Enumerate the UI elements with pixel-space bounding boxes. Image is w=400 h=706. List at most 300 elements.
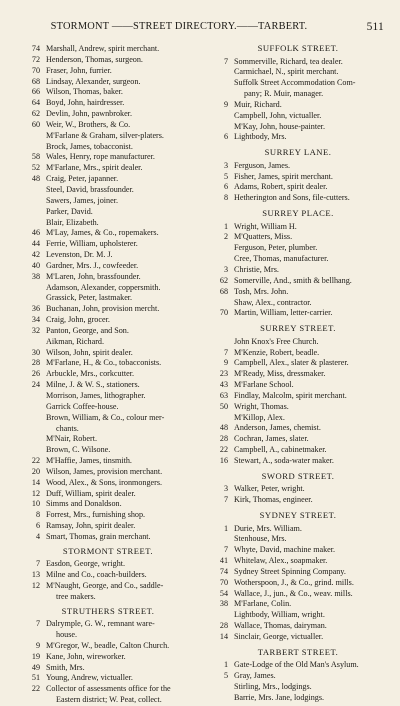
entry-text: Wright, Thomas. — [234, 401, 289, 411]
house-number: 7 — [35, 619, 40, 629]
directory-entry — [208, 67, 388, 78]
house-number: 70 — [219, 577, 228, 587]
house-number: 34 — [31, 315, 40, 325]
directory-entry — [208, 161, 388, 172]
entry-text: Grassick, Peter, lastmaker. — [46, 293, 133, 303]
house-number: 4 — [35, 531, 40, 541]
directory-entry — [20, 424, 196, 435]
entry-text: Stenhouse, Mrs. — [234, 534, 287, 544]
directory-entry — [20, 250, 196, 261]
directory-entry — [208, 380, 388, 391]
left-column — [20, 44, 196, 706]
house-number: 30 — [31, 347, 40, 357]
house-number: 1 — [223, 221, 228, 231]
entry-text: M'Haffie, James, tinsmith. — [46, 456, 132, 466]
entry-text: Suffolk Street Accommodation Com- — [234, 78, 356, 88]
directory-entry — [20, 673, 196, 684]
street-heading: SURREY PLACE. — [262, 208, 334, 219]
directory-entry — [208, 276, 388, 287]
directory-entry — [20, 521, 196, 532]
directory-entry — [20, 196, 196, 207]
directory-entry — [208, 545, 388, 556]
directory-entry — [20, 630, 196, 641]
entry-text: M'Nair, Robert. — [46, 434, 98, 444]
entry-text: Easdon, George, wright. — [46, 559, 126, 569]
entry-text: Wallace, Thomas, dairyman. — [234, 621, 327, 631]
house-number: 62 — [219, 275, 228, 285]
house-number: 13 — [31, 570, 40, 580]
street-heading: SUFFOLK STREET. — [257, 43, 339, 53]
running-title: STORMONT ——STREET DIRECTORY.——TARBERT. — [50, 21, 308, 32]
entry-text: house. — [56, 630, 77, 640]
house-number: 20 — [31, 466, 40, 476]
directory-entry — [208, 578, 388, 589]
house-number: 74 — [219, 566, 228, 576]
directory-entry — [208, 172, 388, 183]
entry-text: Lindsay, Alexander, surgeon. — [46, 76, 141, 86]
entry-text: Eastern district; W. Peat, collect. — [56, 695, 162, 705]
house-number: 72 — [31, 54, 40, 64]
entry-text: Wilson, James, provision merchant. — [46, 466, 163, 476]
house-number: 50 — [219, 401, 228, 411]
directory-entry — [208, 434, 388, 445]
entry-text: John Knox's Free Church. — [234, 336, 319, 346]
directory-entry — [208, 660, 388, 671]
directory-entry — [20, 304, 196, 315]
house-number: 14 — [219, 631, 228, 641]
house-number: 62 — [31, 109, 40, 119]
directory-entry — [208, 111, 388, 122]
directory-entry — [208, 413, 388, 424]
entry-text: pany; R. Muir, manager. — [244, 89, 324, 99]
house-number: 28 — [219, 434, 228, 444]
entry-text: Sydney Street Spinning Company. — [234, 566, 346, 576]
house-number: 19 — [31, 651, 40, 661]
directory-entry — [20, 98, 196, 109]
directory-entry — [208, 243, 388, 254]
entry-text: M'Farlane & Graham, silver-platers. — [46, 130, 164, 140]
directory-entry — [20, 499, 196, 510]
entry-text: Ferrie, William, upholsterer. — [46, 239, 138, 249]
entry-text: Cree, Thomas, manufacturer. — [234, 254, 329, 264]
directory-entry — [20, 445, 196, 456]
directory-entry — [20, 619, 196, 630]
entry-text: Blair, Elizabeth. — [46, 217, 99, 227]
directory-entry — [20, 510, 196, 521]
entry-text: Barrie, Mrs. Jane, lodgings. — [234, 692, 325, 702]
entry-text: Arbuckle, Mrs., corkcutter. — [46, 369, 134, 379]
house-number: 58 — [31, 152, 40, 162]
entry-text: Wallace, J., jun., & Co., weav. mills. — [234, 588, 353, 598]
entry-text: Findlay, Malcolm, spirit merchant. — [234, 390, 347, 400]
directory-entry — [20, 315, 196, 326]
entry-text: Brock, James, tobacconist. — [46, 141, 133, 151]
house-number: 54 — [219, 588, 228, 598]
house-number: 24 — [31, 380, 40, 390]
directory-entry — [208, 222, 388, 233]
house-number: 7 — [223, 495, 228, 505]
entry-text: Henderson, Thomas, surgeon. — [46, 54, 143, 64]
entry-text: Gate-Lodge of the Old Man's Asylum. — [234, 660, 359, 670]
entry-text: Wotherspoon, J., & Co., grind. mills. — [234, 577, 354, 587]
entry-text: Hetherington and Sons, file-cutters. — [234, 193, 350, 203]
house-number: 66 — [31, 87, 40, 97]
directory-entry — [208, 567, 388, 578]
directory-entry — [20, 532, 196, 543]
directory-entry — [208, 556, 388, 567]
entry-text: Boyd, John, hairdresser. — [46, 98, 125, 108]
directory-entry — [20, 44, 196, 55]
directory-entry — [20, 684, 196, 695]
entry-text: Levenston, Dr. M. J. — [46, 250, 113, 260]
directory-entry — [20, 109, 196, 120]
directory-entry — [20, 402, 196, 413]
house-number: 8 — [223, 193, 228, 203]
entry-text: M'Farlane, Colin. — [234, 599, 292, 609]
entry-text: Wright, William H. — [234, 221, 297, 231]
street-heading: SYDNEY STREET. — [259, 510, 337, 521]
directory-entry — [20, 283, 196, 294]
house-number: 1 — [223, 523, 228, 533]
house-number: 6 — [223, 182, 228, 192]
directory-entry — [208, 632, 388, 643]
house-number: 70 — [219, 308, 228, 318]
entry-text: M'Ready, Miss, dressmaker. — [234, 369, 326, 379]
directory-entry — [20, 326, 196, 337]
directory-entry — [20, 369, 196, 380]
entry-text: Forrest, Mrs., furnishing shop. — [46, 510, 146, 520]
house-number: 5 — [223, 671, 228, 681]
right-column — [208, 44, 388, 704]
directory-entry — [208, 495, 388, 506]
house-number: 26 — [31, 369, 40, 379]
directory-entry — [208, 534, 388, 545]
directory-entry — [208, 445, 388, 456]
directory-entry — [20, 358, 196, 369]
house-number: 23 — [219, 369, 228, 379]
house-number: 7 — [223, 56, 228, 66]
entry-text: Smart, Thomas, grain merchant. — [46, 531, 151, 541]
directory-entry — [208, 599, 388, 610]
directory-entry — [208, 693, 388, 704]
entry-text: Craig, John, grocer. — [46, 315, 110, 325]
directory-entry — [20, 652, 196, 663]
directory-entry — [20, 152, 196, 163]
directory-entry — [20, 695, 196, 706]
directory-entry — [208, 369, 388, 380]
directory-entry — [208, 100, 388, 111]
entry-text: Morrison, James, lithographer. — [46, 391, 146, 400]
directory-entry — [208, 132, 388, 143]
entry-text: M'Gregor, W., beadle, Calton Church. — [46, 640, 170, 650]
house-number: 14 — [31, 477, 40, 487]
entry-text: Walker, Peter, wright. — [234, 484, 305, 494]
entry-text: M'Quatters, Miss. — [234, 232, 293, 242]
directory-entry — [208, 182, 388, 193]
entry-text: Aikman, Richard. — [46, 336, 104, 346]
directory-entry — [20, 641, 196, 652]
directory-entry — [208, 78, 388, 89]
entry-text: Steel, David, brassfounder. — [46, 184, 134, 194]
directory-entry — [20, 380, 196, 391]
house-number: 64 — [31, 98, 40, 108]
directory-entry — [20, 207, 196, 218]
entry-text: M'Kay, John, house-painter. — [234, 121, 325, 131]
entry-text: Fisher, James, spirit merchant. — [234, 171, 333, 181]
directory-entry — [20, 337, 196, 348]
entry-text: Gardner, Mrs. J., cowfeeder. — [46, 260, 139, 270]
entry-text: Fraser, John, furrier. — [46, 65, 112, 75]
entry-text: Kane, John, wireworker. — [46, 651, 126, 661]
entry-text: Wood, Alex., & Sons, ironmongers. — [46, 477, 163, 487]
directory-entry — [20, 228, 196, 239]
directory-entry — [208, 610, 388, 621]
directory-entry — [208, 423, 388, 434]
entry-text: Campbell, Alex., slater & plasterer. — [234, 358, 349, 368]
entry-text: Carmichael, N., spirit merchant. — [234, 67, 339, 77]
entry-text: M'Farlane, Mrs., spirit dealer. — [46, 163, 143, 173]
entry-text: M'Killop, Alex. — [234, 412, 285, 422]
house-number: 5 — [223, 171, 228, 181]
entry-text: Milne and Co., coach-builders. — [46, 570, 147, 580]
directory-entry — [208, 671, 388, 682]
directory-entry — [208, 254, 388, 265]
house-number: 68 — [31, 76, 40, 86]
directory-entry — [208, 308, 388, 319]
entry-text: tree makers. — [56, 591, 96, 601]
directory-entry — [208, 298, 388, 309]
entry-text: Kirk, Thomas, engineer. — [234, 495, 313, 505]
directory-entry — [208, 348, 388, 359]
directory-entry — [20, 478, 196, 489]
directory-entry — [20, 55, 196, 66]
entry-text: M'Farlane School. — [234, 380, 294, 390]
house-number: 38 — [219, 599, 228, 609]
directory-entry — [208, 589, 388, 600]
directory-entry — [20, 131, 196, 142]
entry-text: Whitelaw, Alex., soapmaker. — [234, 556, 328, 566]
entry-text: Wales, Henry, rope manufacturer. — [46, 152, 155, 162]
entry-text: Whyte, David, machine maker. — [234, 545, 336, 555]
directory-entry — [208, 337, 388, 348]
directory-entry — [20, 239, 196, 250]
house-number: 12 — [31, 488, 40, 498]
street-heading: SURREY STREET. — [260, 323, 336, 334]
house-number: 9 — [223, 358, 228, 368]
entry-text: Sommerville, Richard, tea dealer. — [234, 56, 343, 66]
house-number: 42 — [31, 250, 40, 260]
directory-entry — [20, 413, 196, 424]
directory-entry — [20, 348, 196, 359]
house-number: 1 — [223, 660, 228, 670]
entry-text: Campbell, John, victualler. — [234, 110, 322, 120]
directory-entry — [208, 265, 388, 276]
house-number: 8 — [35, 510, 40, 520]
directory-entry — [20, 489, 196, 500]
street-heading: SWORD STREET. — [261, 470, 335, 481]
house-number: 52 — [31, 163, 40, 173]
entry-text: Marshall, Andrew, spirit merchant. — [46, 44, 160, 53]
house-number: 7 — [223, 545, 228, 555]
house-number: 38 — [31, 271, 40, 281]
house-number: 9 — [223, 99, 228, 109]
house-number: 51 — [31, 673, 40, 683]
house-number: 48 — [31, 174, 40, 184]
directory-entry — [20, 570, 196, 581]
directory-entry — [20, 456, 196, 467]
entry-text: Brown, C. Wilsone. — [46, 445, 111, 455]
street-heading: TARBERT STREET. — [257, 646, 339, 657]
house-number: 12 — [31, 581, 40, 590]
house-number: 28 — [31, 358, 40, 368]
directory-entry — [20, 293, 196, 304]
entry-text: Sawers, James, joiner. — [46, 195, 118, 205]
house-number: 2 — [223, 232, 228, 242]
entry-text: M'Naught, George, and Co., saddle- — [46, 581, 164, 590]
entry-text: Lightbody, Mrs. — [234, 132, 287, 142]
entry-text: Adams, Robert, spirit dealer. — [234, 182, 328, 192]
house-number: 6 — [35, 521, 40, 531]
entry-text: Ferguson, Peter, plumber. — [234, 243, 318, 253]
entry-text: Durie, Mrs. William. — [234, 523, 302, 533]
entry-text: Sinclair, George, victualler. — [234, 631, 324, 641]
directory-entry — [20, 163, 196, 174]
directory-entry — [20, 174, 196, 185]
house-number: 7 — [223, 347, 228, 357]
directory-entry — [20, 87, 196, 98]
directory-entry — [208, 524, 388, 535]
entry-text: Wilson, John, spirit dealer. — [46, 347, 133, 357]
house-number: 3 — [223, 160, 228, 170]
street-heading: STRUTHERS STREET. — [61, 605, 155, 616]
entry-text: Gray, James. — [234, 671, 276, 681]
house-number: 28 — [219, 621, 228, 631]
directory-entry — [20, 434, 196, 445]
entry-text: Buchanan, John, provision mercht. — [46, 304, 160, 314]
entry-text: Martin, William, letter-carrier. — [234, 308, 333, 318]
house-number: 41 — [219, 556, 228, 566]
directory-entry — [20, 77, 196, 88]
entry-text: Brown, William, & Co., colour mer- — [46, 412, 165, 422]
entry-text: Adamson, Alexander, coppersmith. — [46, 282, 161, 292]
entry-text: M'Laren, John, brassfounder. — [46, 271, 141, 281]
house-number: 9 — [35, 640, 40, 650]
house-number: 60 — [31, 119, 40, 129]
directory-entry — [208, 287, 388, 298]
house-number: 32 — [31, 325, 40, 335]
directory-entry — [208, 232, 388, 243]
entry-text: Stewart, A., soda-water maker. — [234, 456, 334, 465]
entry-text: Simms and Donaldson. — [46, 499, 122, 509]
directory-entry — [208, 484, 388, 495]
house-number: 74 — [31, 44, 40, 53]
directory-entry — [208, 122, 388, 133]
directory-entry — [208, 391, 388, 402]
entry-text: chants. — [56, 423, 79, 433]
directory-entry — [20, 559, 196, 570]
directory-entry — [208, 682, 388, 693]
entry-text: Anderson, James, chemist. — [234, 423, 321, 433]
directory-entry — [208, 402, 388, 413]
directory-entry — [208, 89, 388, 100]
entry-text: Parker, David. — [46, 206, 93, 216]
house-number: 10 — [31, 499, 40, 509]
house-number: 46 — [31, 228, 40, 238]
entry-text: M'Lay, James, & Co., ropemakers. — [46, 228, 159, 238]
directory-entry — [20, 261, 196, 272]
entry-text: Wilson, Thomas, baker. — [46, 87, 123, 97]
directory-entry — [20, 142, 196, 153]
entry-text: Collector of assessments office for the — [46, 684, 171, 694]
directory-entry — [20, 581, 196, 592]
entry-text: M'Farlane, H., & Co., tobacconists. — [46, 358, 162, 368]
house-number: 22 — [31, 456, 40, 466]
directory-entry — [20, 272, 196, 283]
entry-text: Duff, William, spirit dealer. — [46, 488, 136, 498]
entry-text: Young, Andrew, victualler. — [46, 673, 133, 683]
directory-entry — [20, 663, 196, 674]
entry-text: Somerville, And., smith & bellhang. — [234, 275, 352, 285]
entry-text: Garrick Coffee-house. — [46, 401, 119, 411]
directory-entry — [20, 391, 196, 402]
directory-entry — [208, 621, 388, 632]
house-number: 7 — [35, 559, 40, 569]
entry-text: Milne, J. & W. S., stationers. — [46, 380, 140, 390]
entry-text: Ferguson, James. — [234, 160, 291, 170]
directory-entry — [208, 358, 388, 369]
house-number: 22 — [219, 445, 228, 455]
entry-text: Christie, Mrs. — [234, 265, 279, 274]
running-header — [20, 21, 384, 35]
entry-text: Muir, Richard. — [234, 99, 282, 109]
house-number: 63 — [219, 390, 228, 400]
entry-text: Lightbody, William, wright. — [234, 610, 325, 620]
directory-entry — [20, 467, 196, 478]
house-number: 3 — [223, 484, 228, 494]
directory-entry — [20, 66, 196, 77]
house-number: 68 — [219, 286, 228, 296]
house-number: 16 — [219, 456, 228, 465]
directory-entry — [208, 456, 388, 467]
entry-text: Ramsay, John, spirit dealer. — [46, 521, 136, 531]
street-heading: STORMONT STREET. — [62, 545, 154, 556]
entry-text: Cochran, James, slater. — [234, 434, 309, 444]
entry-text: Smith, Mrs. — [46, 662, 85, 672]
entry-text: Shaw, Alex., contractor. — [234, 297, 312, 307]
entry-text: Campbell, A., cabinetmaker. — [234, 445, 327, 455]
directory-entry — [208, 193, 388, 204]
entry-text: Weir, W., Brothers, & Co. — [46, 119, 131, 129]
directory-entry — [20, 218, 196, 229]
page-number: 511 — [366, 21, 384, 33]
entry-text: Devlin, John, pawnbroker. — [46, 109, 132, 119]
house-number: 44 — [31, 239, 40, 249]
entry-text: M'Kenzie, Robert, beadle. — [234, 347, 320, 357]
entry-text: Dalrymple, G. W., remnant ware- — [46, 619, 155, 629]
house-number: 6 — [223, 132, 228, 142]
street-heading: SURREY LANE. — [264, 147, 332, 158]
entry-text: Stirling, Mrs., lodgings. — [234, 682, 312, 691]
house-number: 43 — [219, 380, 228, 390]
directory-entry — [20, 592, 196, 603]
house-number: 22 — [31, 684, 40, 694]
house-number: 36 — [31, 304, 40, 314]
house-number: 40 — [31, 260, 40, 270]
house-number: 70 — [31, 65, 40, 75]
directory-entry — [20, 120, 196, 131]
house-number: 48 — [219, 423, 228, 433]
entry-text: Craig, Peter, japanner. — [46, 174, 119, 184]
